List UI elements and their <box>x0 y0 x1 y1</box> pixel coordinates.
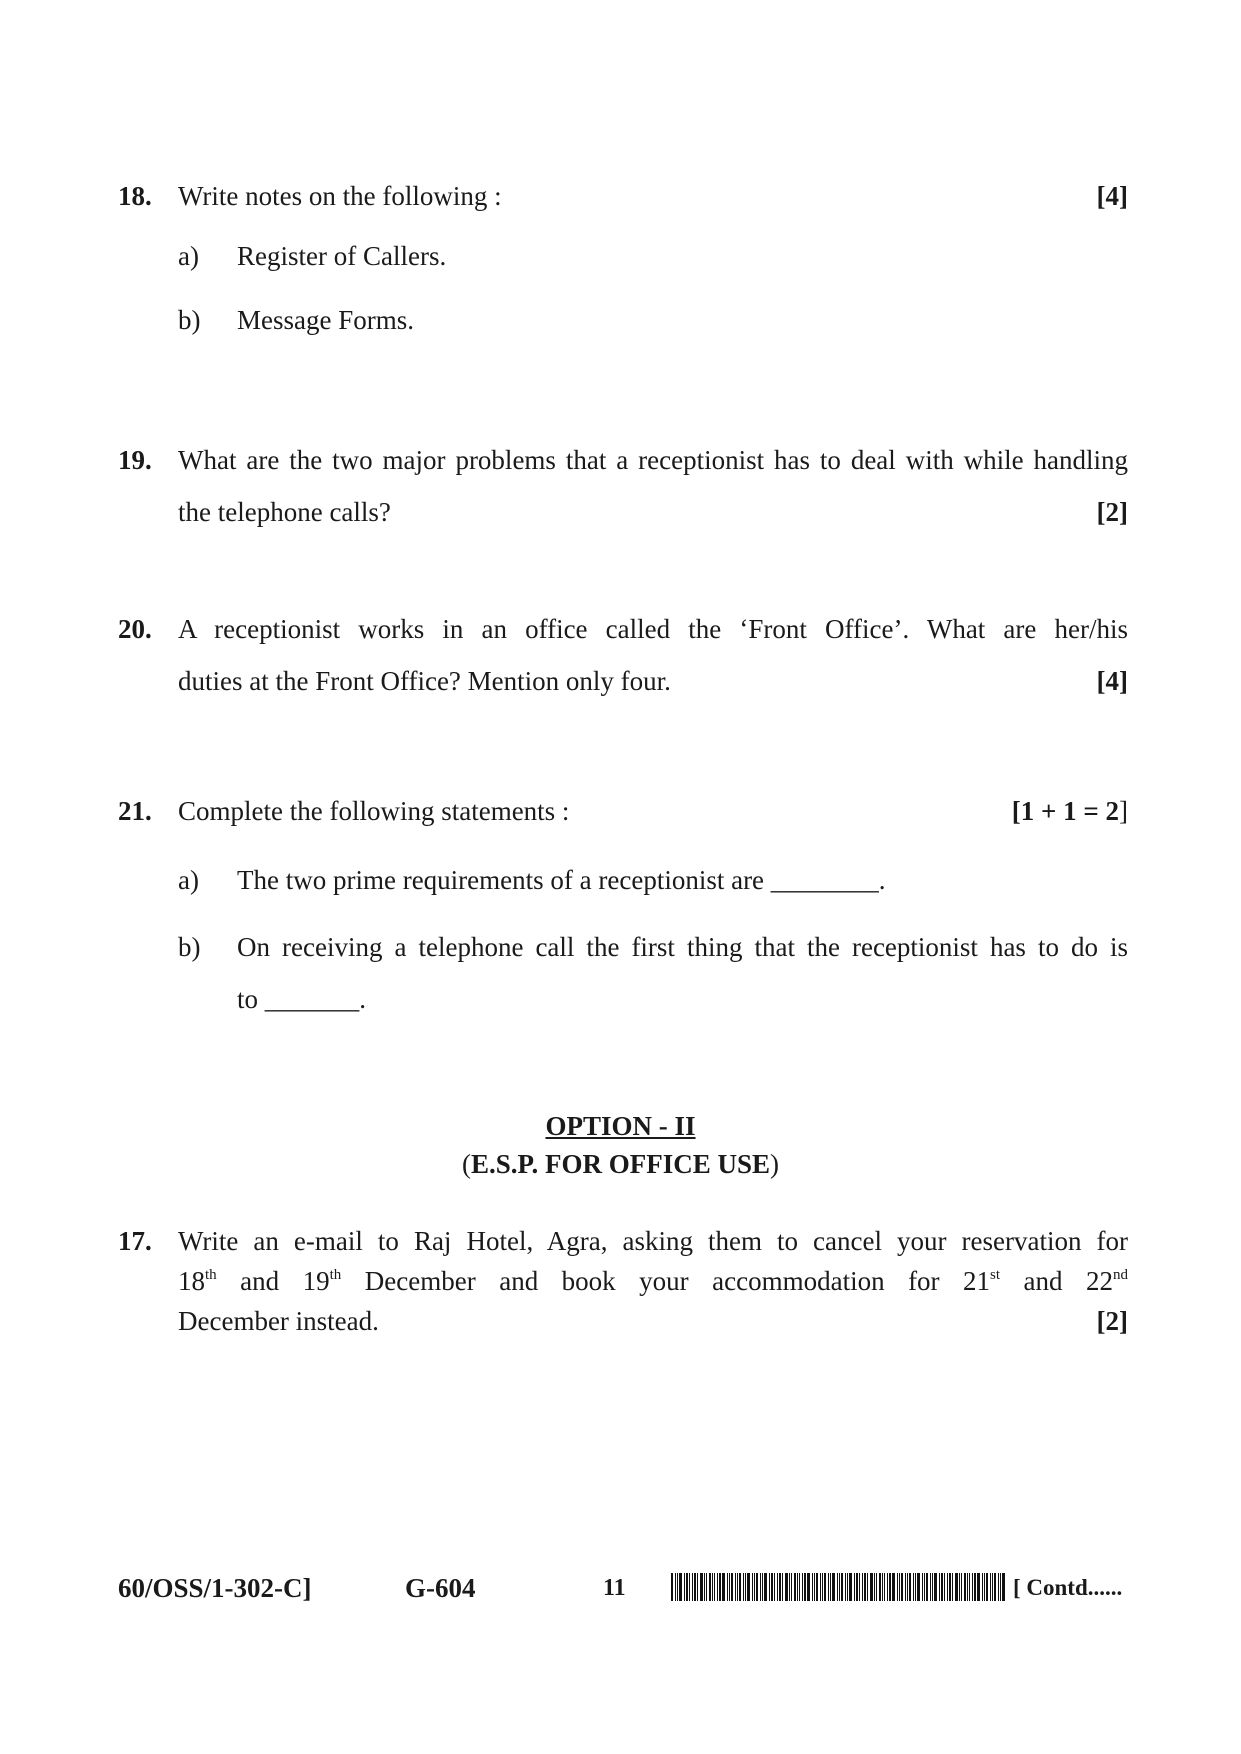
barcode-stripe <box>789 1573 790 1601</box>
barcode-stripe <box>714 1573 715 1601</box>
barcode-stripe <box>849 1573 852 1601</box>
barcode-stripe <box>847 1573 848 1601</box>
barcode-stripe <box>735 1573 736 1601</box>
barcode-stripe <box>955 1573 958 1601</box>
barcode-stripe <box>760 1573 761 1601</box>
part-letter: b) <box>178 305 201 335</box>
part-text-line-1: On receiving a telephone call the first thing that the receptionist has to do is <box>237 932 1128 962</box>
question-21-part-a <box>118 860 1128 900</box>
barcode-stripe <box>905 1573 906 1601</box>
barcode-stripe <box>804 1573 806 1601</box>
barcode-stripe <box>822 1573 823 1601</box>
barcode-stripe <box>915 1573 916 1601</box>
barcode-stripe <box>677 1573 678 1601</box>
barcode-stripe <box>717 1573 718 1601</box>
question-text: Complete the following statements : <box>178 796 570 826</box>
question-number: 18. <box>118 181 152 211</box>
option-title <box>0 1106 1241 1146</box>
barcode-stripe <box>961 1573 962 1601</box>
barcode-stripe <box>807 1573 810 1601</box>
barcode-stripe <box>862 1573 863 1601</box>
part-letter: a) <box>178 241 199 271</box>
barcode-stripe <box>700 1573 703 1601</box>
barcode-stripe <box>884 1573 885 1601</box>
barcode-stripe <box>684 1573 685 1601</box>
barcode-stripe <box>859 1573 860 1601</box>
barcode-stripe <box>901 1573 903 1601</box>
barcode-stripe <box>797 1573 798 1601</box>
barcode-stripe <box>882 1573 883 1601</box>
barcode-stripe <box>952 1573 953 1601</box>
barcode-stripe <box>864 1573 866 1601</box>
question-marks-value: [1 + 1 = 2 <box>1011 796 1119 826</box>
question-18-part-b <box>118 300 1128 340</box>
part-letter: a) <box>178 865 199 895</box>
barcode-stripe <box>879 1573 881 1601</box>
barcode-stripe <box>941 1573 943 1601</box>
barcode-stripe <box>771 1573 773 1601</box>
barcode-stripe <box>791 1573 792 1601</box>
barcode-stripe <box>839 1573 840 1601</box>
barcode-stripe <box>1002 1573 1005 1601</box>
barcode-stripe <box>994 1573 996 1601</box>
barcode-stripe <box>712 1573 713 1601</box>
barcode-stripe <box>769 1573 770 1601</box>
barcode-stripe <box>974 1573 976 1601</box>
barcode-stripe <box>671 1573 673 1601</box>
barcode-stripe <box>675 1573 676 1601</box>
barcode-stripe <box>743 1573 744 1601</box>
barcode-stripe <box>828 1573 829 1601</box>
barcode-graphic <box>671 1573 1013 1601</box>
question-text-line-2 <box>178 1261 1128 1301</box>
barcode-stripe <box>689 1573 690 1601</box>
barcode-stripe <box>774 1573 775 1601</box>
barcode-stripe <box>729 1573 730 1601</box>
barcode-stripe <box>812 1573 813 1601</box>
barcode-stripe <box>876 1573 877 1601</box>
barcode-stripe <box>777 1573 778 1601</box>
barcode-stripe <box>967 1573 968 1601</box>
barcode-stripe <box>990 1573 991 1601</box>
barcode-stripe <box>719 1573 721 1601</box>
question-text-line-1: Write an e-mail to Raj Hotel, Agra, asking them to cancel your reservation for <box>178 1226 1128 1256</box>
part-text: The two prime requirements of a receptionist are ________. <box>237 865 886 895</box>
question-number: 21. <box>118 796 152 826</box>
part-text: Register of Callers. <box>237 241 447 271</box>
barcode-stripe <box>845 1573 846 1601</box>
barcode-stripe <box>992 1573 993 1601</box>
question-text-line-1: What are the two major problems that a receptionist has to deal with while handling <box>178 445 1128 475</box>
page-number: 11 <box>603 1575 626 1601</box>
text-segment: and 22 <box>1000 1266 1114 1296</box>
barcode-stripe <box>889 1573 891 1601</box>
barcode-stripe <box>998 1573 999 1601</box>
barcode-stripe <box>706 1573 707 1601</box>
question-marks: [4] <box>1096 666 1128 696</box>
barcode-stripe <box>704 1573 705 1601</box>
question-text-line-3: December instead. <box>178 1306 379 1336</box>
paren-close: ) <box>770 1149 780 1179</box>
barcode-stripe <box>897 1573 898 1601</box>
question-number: 17. <box>118 1226 152 1256</box>
barcode-stripe <box>944 1573 945 1601</box>
option-subtitle <box>0 1144 1241 1184</box>
part-text: Message Forms. <box>237 305 414 335</box>
barcode-stripe <box>820 1573 821 1601</box>
barcode-stripe <box>932 1573 933 1601</box>
question-text-line-2: the telephone calls? <box>178 497 391 527</box>
barcode-stripe <box>785 1573 788 1601</box>
question-17 <box>118 1221 1128 1341</box>
barcode-stripe <box>727 1573 728 1601</box>
barcode-stripe <box>887 1573 888 1601</box>
barcode-stripe <box>764 1573 767 1601</box>
question-18-part-a <box>118 236 1128 276</box>
barcode-stripe <box>854 1573 855 1601</box>
question-20 <box>118 609 1128 701</box>
barcode-stripe <box>694 1573 696 1601</box>
barcode-stripe <box>794 1573 796 1601</box>
barcode-stripe <box>841 1573 843 1601</box>
question-number: 20. <box>118 614 152 644</box>
barcode-stripe <box>939 1573 940 1601</box>
question-marks: [2] <box>1096 497 1128 527</box>
barcode-stripe <box>949 1573 951 1601</box>
series-code: G-604 <box>405 1573 476 1603</box>
question-18 <box>118 176 1128 216</box>
barcode-stripe <box>892 1573 895 1601</box>
question-text: Write notes on the following : <box>178 181 502 211</box>
text-segment: December and book your accommodation for 21 <box>341 1266 991 1296</box>
question-text-line-1: A receptionist works in an office called the ‘Front Office’. What are her/his <box>178 614 1128 644</box>
barcode-stripe <box>964 1573 966 1601</box>
barcode-stripe <box>959 1573 960 1601</box>
barcode-stripe <box>972 1573 973 1601</box>
question-19 <box>118 440 1128 532</box>
part-letter: b) <box>178 932 201 962</box>
question-marks: [4] <box>1096 181 1128 211</box>
barcode-stripe <box>686 1573 688 1601</box>
question-21-part-b <box>118 927 1128 1019</box>
barcode-stripe <box>899 1573 900 1601</box>
barcode-stripe <box>731 1573 733 1601</box>
barcode-stripe <box>922 1573 923 1601</box>
barcode-stripe <box>907 1573 908 1601</box>
question-text-line-2: duties at the Front Office? Mention only four. <box>178 666 671 696</box>
contd-label: [ Contd...... <box>1013 1575 1123 1600</box>
barcode-stripe <box>709 1573 711 1601</box>
barcode-stripe <box>830 1573 831 1601</box>
barcode-stripe <box>874 1573 875 1601</box>
question-marks-bracket: ] <box>1119 796 1128 826</box>
barcode-stripe <box>909 1573 911 1601</box>
question-marks: [2] <box>1096 1306 1128 1336</box>
barcode-stripe <box>1000 1573 1001 1601</box>
barcode-stripe <box>762 1573 763 1601</box>
barcode-stripe <box>745 1573 746 1601</box>
paper-code: 60/OSS/1-302-C] <box>118 1573 312 1603</box>
barcode-stripe <box>977 1573 980 1601</box>
barcode-stripe <box>752 1573 753 1601</box>
barcode-stripe <box>692 1573 693 1601</box>
barcode-stripe <box>824 1573 826 1601</box>
superscript: nd <box>1113 1267 1129 1283</box>
barcode-stripe <box>679 1573 682 1601</box>
option-title-text: OPTION - II <box>545 1111 696 1141</box>
barcode-stripe <box>837 1573 838 1601</box>
barcode-stripe <box>722 1573 725 1601</box>
paren-open: ( <box>461 1149 471 1179</box>
text-segment: 18 <box>178 1266 205 1296</box>
barcode-stripe <box>697 1573 698 1601</box>
barcode-stripe <box>982 1573 983 1601</box>
barcode-stripe <box>867 1573 868 1601</box>
barcode-stripe <box>930 1573 931 1601</box>
barcode-stripe <box>934 1573 937 1601</box>
barcode-stripe <box>814 1573 815 1601</box>
barcode-stripe <box>756 1573 758 1601</box>
barcode-stripe <box>782 1573 783 1601</box>
barcode-stripe <box>739 1573 741 1601</box>
barcode-stripe <box>832 1573 835 1601</box>
option-subtitle-text: E.S.P. FOR OFFICE USE <box>470 1149 771 1179</box>
part-text-line-2: to _______. <box>237 984 367 1014</box>
barcode-stripe <box>913 1573 914 1601</box>
superscript: th <box>205 1267 217 1283</box>
barcode-stripe <box>747 1573 750 1601</box>
barcode-stripe <box>986 1573 988 1601</box>
question-21 <box>118 791 1128 831</box>
text-segment: and 19 <box>216 1266 330 1296</box>
superscript: st <box>990 1267 1001 1283</box>
barcode-stripe <box>754 1573 755 1601</box>
barcode-stripe <box>779 1573 781 1601</box>
superscript: th <box>329 1267 342 1283</box>
question-number: 19. <box>118 445 152 475</box>
barcode-stripe <box>924 1573 925 1601</box>
barcode-stripe <box>802 1573 803 1601</box>
barcode-stripe <box>870 1573 873 1601</box>
barcode-stripe <box>816 1573 818 1601</box>
question-marks <box>1012 791 1128 831</box>
barcode-stripe <box>926 1573 928 1601</box>
barcode-stripe <box>984 1573 985 1601</box>
barcode-stripe <box>737 1573 738 1601</box>
barcode-stripe <box>856 1573 858 1601</box>
barcode-stripe <box>799 1573 800 1601</box>
barcode-stripe <box>947 1573 948 1601</box>
barcode-stripe <box>917 1573 920 1601</box>
barcode-stripe <box>969 1573 970 1601</box>
